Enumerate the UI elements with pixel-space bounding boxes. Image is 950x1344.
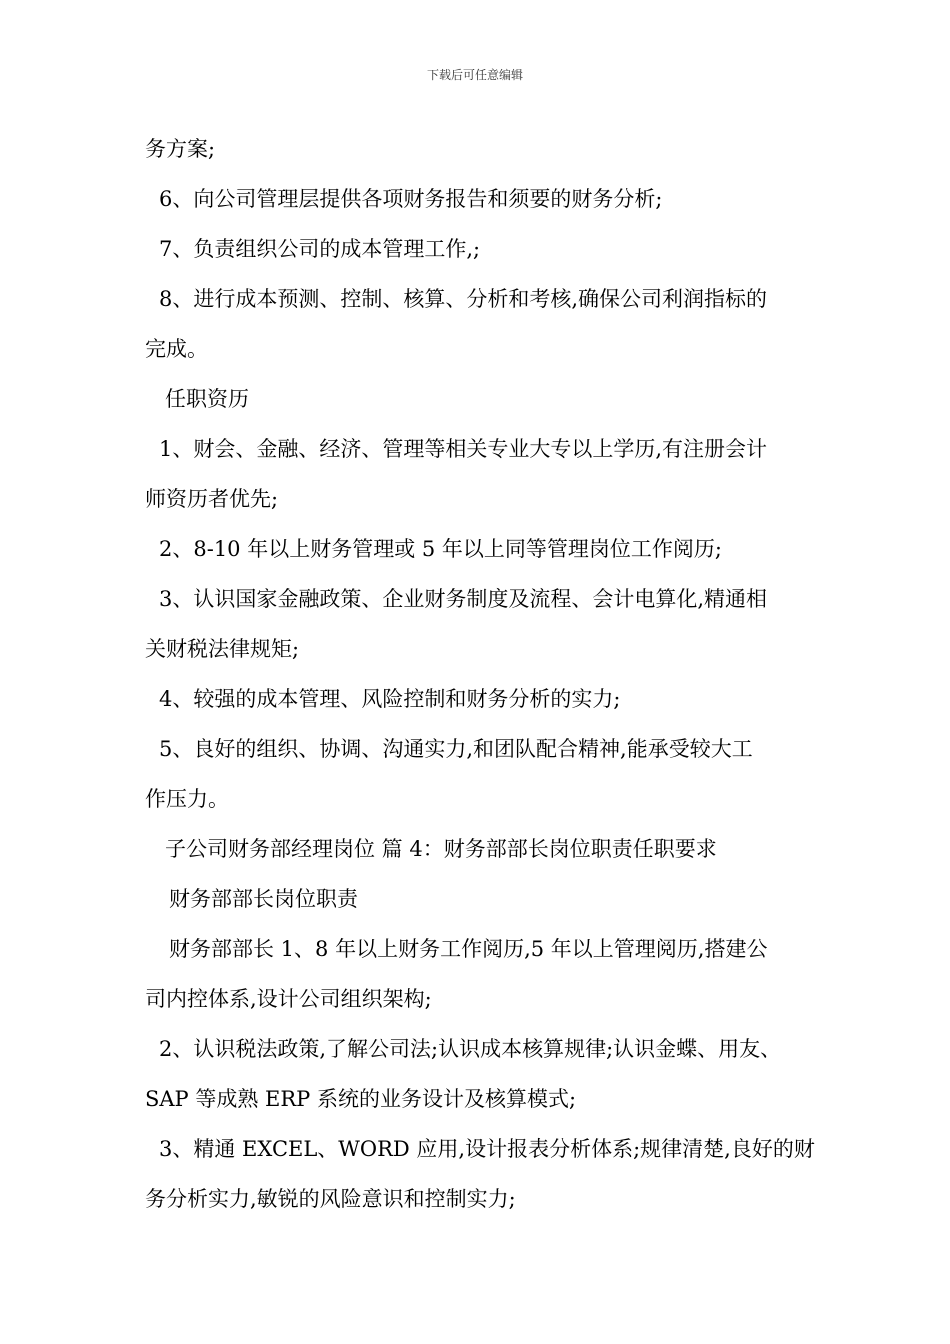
paragraph-line: 作压力。 (145, 787, 229, 811)
page-header: 下载后可任意编辑 (426, 68, 523, 82)
list-item: 6、向公司管理层提供各项财务报告和须要的财务分析; (159, 187, 663, 211)
document-body (145, 124, 820, 1224)
paragraph-line: 司内控体系,设计公司组织架构; (145, 987, 432, 1011)
paragraph-line: 关财税法律规矩; (145, 637, 300, 661)
paragraph-line: 财务部部长 1、8 年以上财务工作阅历,5 年以上管理阅历,搭建公 (169, 937, 768, 961)
paragraph-line: 务分析实力,敏锐的风险意识和控制实力; (145, 1187, 516, 1211)
section-heading: 任职资历 (165, 387, 249, 411)
list-item: 5、良好的组织、协调、沟通实力,和团队配合精神,能承受较大工 (159, 737, 753, 761)
list-item: 2、认识税法政策,了解公司法;认识成本核算规律;认识金蝶、用友、 (159, 1037, 782, 1061)
list-item: 3、精通 EXCEL、WORD 应用,设计报表分析体系;规律清楚,良好的财 (159, 1137, 815, 1161)
list-item: 7、负责组织公司的成本管理工作,; (159, 237, 481, 261)
list-item: 8、进行成本预测、控制、核算、分析和考核,确保公司利润指标的 (159, 287, 768, 311)
list-item: 2、8-10 年以上财务管理或 5 年以上同等管理岗位工作阅历; (159, 537, 722, 561)
section-heading: 子公司财务部经理岗位 篇 4：财务部部长岗位职责任职要求 (165, 837, 717, 861)
section-heading: 财务部部长岗位职责 (169, 887, 358, 911)
paragraph-line: 完成。 (145, 337, 208, 361)
list-item: 1、财会、金融、经济、管理等相关专业大专以上学历,有注册会计 (159, 437, 768, 461)
list-item: 4、较强的成本管理、风险控制和财务分析的实力; (159, 687, 621, 711)
paragraph-line: 师资历者优先; (145, 487, 279, 511)
paragraph-line: SAP 等成熟 ERP 系统的业务设计及核算模式; (145, 1087, 577, 1111)
list-item: 3、认识国家金融政策、企业财务制度及流程、会计电算化,精通相 (159, 587, 768, 611)
paragraph-line: 务方案; (145, 137, 216, 161)
